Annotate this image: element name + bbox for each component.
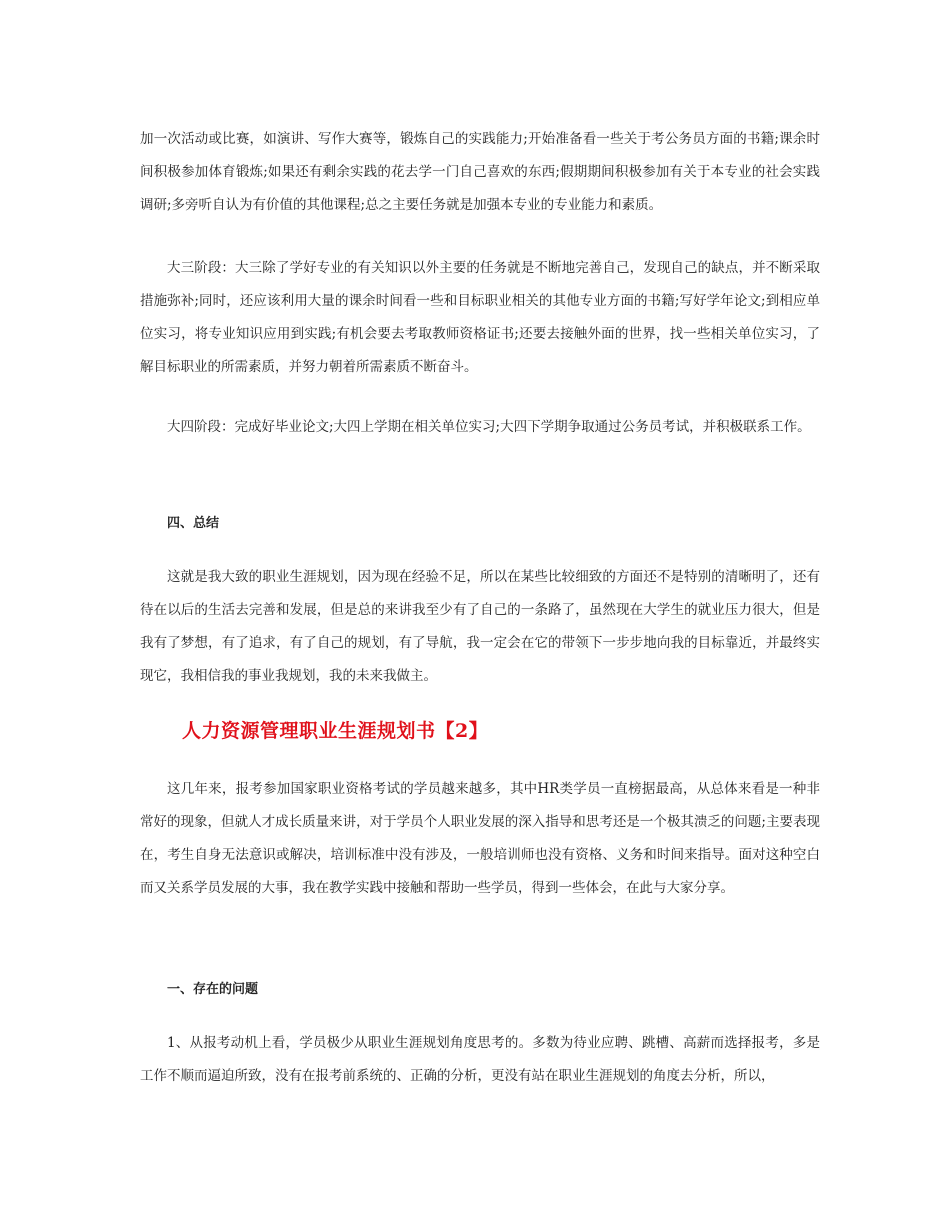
paragraph-summary: 这就是我大致的职业生涯规划，因为现在经验不足，所以在某些比较细致的方面还不是特别的清晰明了，还有待在以后的生活去完善和发展，但是总的来讲我至少有了自己的一条路了，虽然现在大学生的就业压力很大，但是我有了梦想，有了追求，有了自己的规划，有了导航，我一定会在它的带领下一步步地向我的目标靠近，并最终实现它，我相信我的事业我规划，我的未来我做主。 xyxy=(140,569,820,684)
paragraph-senior-year: 大四阶段：完成好毕业论文;大四上学期在相关单位实习;大四下学期争取通过公务员考试，并积极联系工作。 xyxy=(167,419,811,435)
paragraph-motivation: 1、从报考动机上看，学员极少从职业生涯规划角度思考的。多数为待业应聘、跳槽、高薪而选择报考，多是工作不顺而逼迫所致，没有在报考前系统的、正确的分析，更没有站在职业生涯规划的角度去分析，所以， xyxy=(140,1035,820,1084)
section-heading-summary: 四、总结 xyxy=(167,516,220,531)
paragraph-intro: 这几年来，报考参加国家职业资格考试的学员越来越多，其中HR类学员一直榜据最高，从总体来看是一种非常好的现象，但就人才成长质量来讲，对于学员个人职业发展的深入指导和思考还是一个极其溃乏的问题;主要表现在，考生自身无法意识或解决，培训标准中没有涉及，一般培训师也没有资格、义务和时间来指导。面对这种空白而又关系学员发展的大事，我在教学实践中接触和帮助一些学员，得到一些体会，在此与大家分享。 xyxy=(140,781,820,896)
section-heading-problems: 一、存在的问题 xyxy=(167,982,259,997)
paragraph-activities: 加一次活动或比赛，如演讲、写作大赛等，锻炼自己的实践能力;开始准备看一些关于考公务员方面的书籍;课余时间积极参加体育锻炼;如果还有剩余实践的花去学一门自己喜欢的东西;假期期间积极参加有关于本专业的社会实践调研;多旁听自认为有价值的其他课程;总之主要任务就是加强本专业的专业能力和素质。 xyxy=(140,131,820,213)
paragraph-junior-year: 大三阶段：大三除了学好专业的有关知识以外主要的任务就是不断地完善自己，发现自己的缺点，并不断采取措施弥补;同时，还应该利用大量的课余时间看一些和目标职业相关的其他专业方面的书籍;写好学年论文;到相应单位实习，将专业知识应用到实践;有机会要去考取教师资格证书;还要去接触外面的世界，找一些相关单位实习，了解目标职业的所需素质，并努力朝着所需素质不断奋斗。 xyxy=(140,260,820,375)
document-title: 人力资源管理职业生涯规划书【2】 xyxy=(182,720,489,742)
